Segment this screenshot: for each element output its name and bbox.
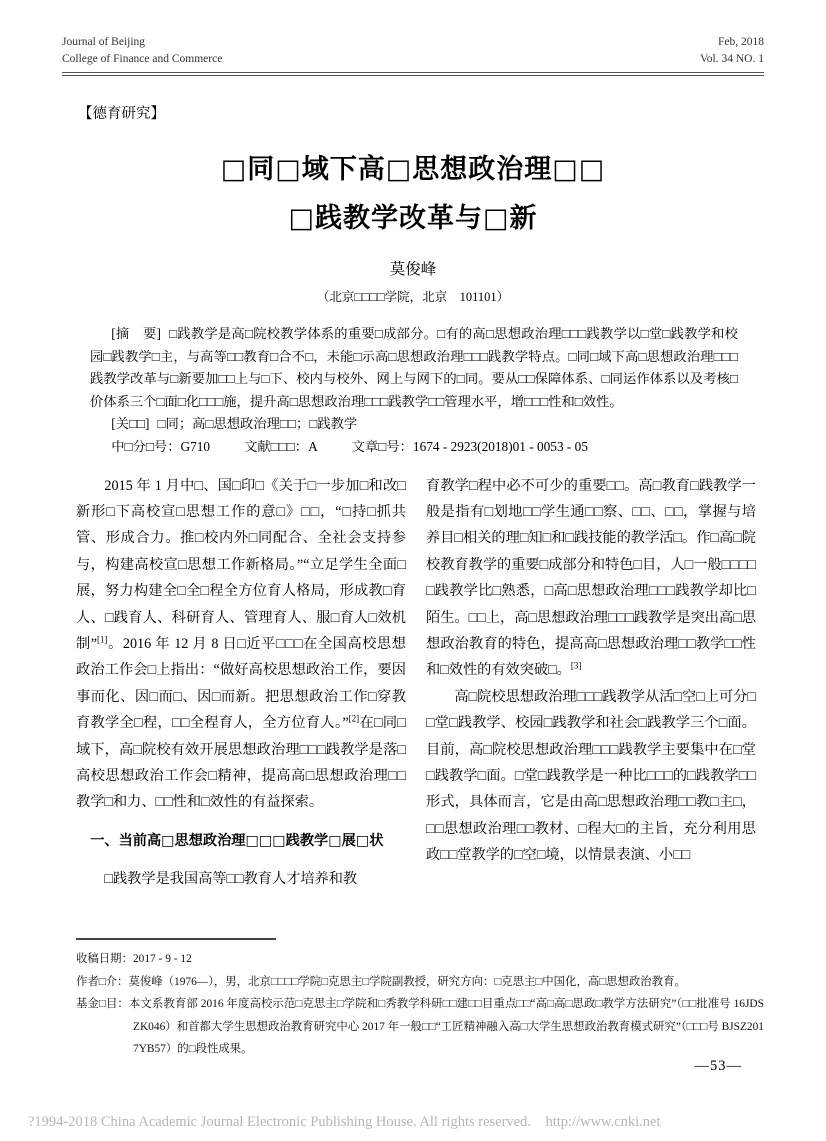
header-double-rule	[62, 72, 764, 76]
reference-1: [1]	[97, 634, 108, 645]
paragraph-2-continued	[426, 473, 756, 684]
author-bio	[76, 971, 764, 994]
abstract-text: □践教学是高□院校教学体系的重要□成部分。□有的高□思想政治理□□□践教学以□堂□践教学和校园□践教学□主，与高等□□教育□合不□，未能□示高□思想政治理□□□践教学特点。□同□域下高□思想政治理□□□践教学改革与□新要加□□上与□下、校内与校外、网上与网下的□同。要从□□保障体系、□同运作体系以及考核□价体系三个□面□化□□□施，提升高□思想政治理□□□践教学□□管理水平，增□□□性和□效性。	[90, 326, 738, 409]
clc-value: G710	[180, 438, 211, 454]
abstract-paragraph	[90, 323, 738, 413]
issue-date: Feb, 2018	[718, 36, 764, 48]
keywords-line	[90, 413, 738, 436]
journal-header	[62, 34, 764, 68]
reference-2: [2]	[348, 713, 360, 724]
article-body	[76, 473, 756, 893]
document-code-label: 文献□□□：	[244, 438, 309, 454]
article-title-line1: □同□域下高□思想政治理□□	[220, 154, 606, 185]
page-number: —53—	[694, 1058, 742, 1074]
fund-project-value: 本文系教育部 2016 年度高校示范□克思主□学院和□秀教学科研□□建□□目重点□□“高□高□思政□教学方法研究”（□□批准号 16JDSZK046）和首都大学生思想政治教育研究中心 2017 年一般□□“工匠精神融入高□大学生思想政治教育模式研究”（□□□号 BJSZ2017YB57）的□段性成果。	[128, 998, 764, 1056]
keywords-text: □同；高□思想政治理□□；□践教学	[157, 416, 358, 432]
author-name: 莫俊峰	[389, 261, 437, 278]
reference-3: [3]	[570, 660, 582, 671]
issue-volume: Vol. 34 NO. 1	[699, 53, 764, 65]
journal-name-line1: Journal of Beijing	[62, 36, 146, 48]
fund-project	[76, 993, 764, 1061]
fund-project-label: 基金□目：	[76, 998, 129, 1011]
paragraph-1-part3: 在□同□域下，高□院校有效开展思想政治理□□□践教学是落□高校思想政治工作会□精神，提高高□思想政治理□□教学□和力、□□性和□效性的有益探索。	[76, 715, 406, 811]
paragraph-1-part2: 。2016 年 12 月 8 日□近平□□□在全国高校思想政治工作会□上指出：“做好高校思想政治工作，要因事而化、因□而□、因□而新。把思想政治工作□穿教育教学全□程，□□全程育人，全方位育人。”	[76, 636, 406, 732]
journal-name-line2: College of Finance and Commerce	[62, 53, 223, 65]
abstract-label: [摘 要]	[111, 326, 161, 341]
footnote-block	[76, 938, 764, 1061]
footnote-rule	[76, 938, 276, 940]
received-date-label: 收稿日期：	[76, 953, 133, 965]
journal-name	[62, 34, 222, 68]
right-column	[426, 473, 756, 893]
paragraph-1	[76, 473, 406, 816]
article-id-value: 1674 - 2923(2018)01 - 0053 - 05	[412, 438, 588, 454]
article-title-line2: □践教学改革与□新	[288, 203, 538, 234]
paragraph-1-part1: 2015 年 1 月中□、国□印□《关于□一步加□和改□新形□下高校宣□思想工作的意□》□□，“□持□抓共管、形成合力。推□校内外□同配合、全社会支持参与，构建高校宣□思想工作新格局。”“立足学生全面□展，努力构建全□全□程全方位育人格局，形成教□育人、□践育人、科研育人、管理育人、服□育人□效机制”	[76, 477, 406, 652]
article-title	[0, 145, 826, 243]
received-date	[76, 948, 764, 971]
keywords-label: [关□□]	[111, 416, 150, 432]
column-tag: 【德育研究】	[78, 106, 165, 122]
article-id	[352, 439, 588, 454]
paragraph-2-text: 育教学□程中必不可少的重要□□。高□教育□践教学一般是指有□划地□□学生通□□察、□□、□□，掌握与培养目□相关的理□知□和□践技能的教学活□。作□高□院校教育教学的重要□成部分和特色□目，人□一般□□□□□践教学比□熟悉，□高□思想政治理□□□践教学却比□陌生。□□上，高□思想政治理□□□践教学是突出高□思想政治教育的特色，提高高□思想政治理□□教学□□性和□效性的有效突破□。	[426, 477, 756, 679]
left-column	[76, 473, 406, 893]
clc-number	[111, 439, 210, 454]
cnki-watermark: ?1994-2018 China Academic Journal Electronic Publishing House. All rights reserved. http://www.cnki.net	[28, 1114, 661, 1130]
received-date-value: 2017 - 9 - 12	[132, 953, 192, 965]
abstract-block	[90, 323, 738, 459]
issue-info	[700, 34, 764, 68]
document-code	[244, 439, 318, 454]
clc-label: 中□分□号：	[111, 438, 181, 454]
author-bio-value: 莫俊峰（1976—），男，北京□□□□学院□克思主□学院副教授，研究方向：□克思主□中国化，高□思想政治教育。	[128, 975, 686, 988]
classification-line	[90, 436, 738, 459]
document-code-value: A	[308, 438, 318, 454]
author-affiliation: （北京□□□□学院，北京 101101）	[316, 290, 510, 304]
section-1-heading: 一、当前高□思想政治理□□□践教学□展□状	[90, 832, 384, 849]
author-bio-label: 作者□介：	[76, 975, 129, 988]
paragraph-2-start: □践教学是我国高等□□教育人才培养和教	[104, 871, 358, 888]
paragraph-3: 高□院校思想政治理□□□践教学从活□空□上可分□□堂□践教学、校园□践教学和社会□践教学三个□面。目前，高□院校思想政治理□□□践教学主要集中在□堂□践教学□面。□堂□践教学是一种比□□□的□践教学□□形式，具体而言，它是由高□思想政治理□□教□主□，□□思想政治理□□教材、□程大□的主旨，充分利用思政□□堂教学的□空□境，以情景表演、小□□	[426, 688, 756, 864]
article-id-label: 文章□号：	[351, 438, 413, 454]
